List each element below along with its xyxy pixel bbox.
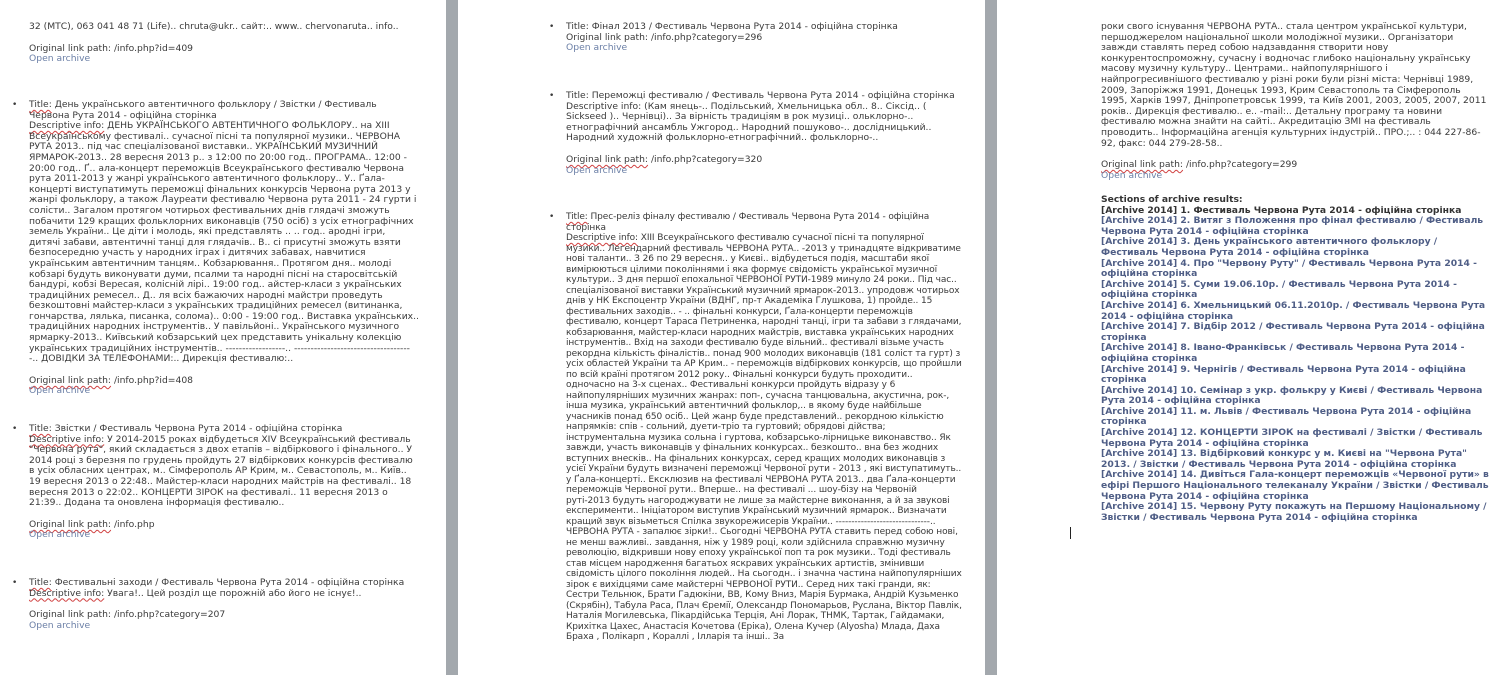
archive-section-link[interactable]: [Archive 2014] 5. Суми 19.06.10р. / Фестиваль Червона Рута 2014 - офіційна сторінка bbox=[1101, 278, 1457, 301]
open-archive-link[interactable]: Open archive bbox=[566, 42, 628, 54]
entry-title: Фестивальні заходи / Фестиваль Червона Рута 2014 - офіційна сторінка bbox=[54, 577, 405, 588]
archive-section-link[interactable]: [Archive 2014] 3. День українського автентичного фольклору / Фестиваль Червона Рута 2014 - офіційна сторінка bbox=[1101, 236, 1438, 258]
title-label: Title: bbox=[29, 577, 52, 588]
result-entry bbox=[12, 577, 419, 631]
archive-section-link[interactable]: [Archive 2014] 8. Івано-Франківськ / Фестиваль Червона Рута 2014 - офіційна сторінка bbox=[1101, 342, 1465, 364]
open-archive-link[interactable]: Open archive bbox=[1101, 169, 1163, 181]
entry-title: Звістки / Фестиваль Червона Рута 2014 - офіційна сторінка bbox=[54, 423, 343, 434]
entry-title: Переможці фестивалю / Фестиваль Червона Рута 2014 - офіційна сторінка bbox=[591, 90, 955, 101]
archive-section-link[interactable]: [Archive 2014] 2. Витяг з Положення про фінал фестивалю / Фестиваль Червона Рута 2014 - офіційна сторінка bbox=[1101, 215, 1484, 237]
link-path-label: Original link path: bbox=[29, 609, 112, 621]
title-label: Title: bbox=[566, 90, 589, 101]
continued-text: 32 (МТС), 063 041 48 71 (Life).. chruta@ukr.. сайт:.. www.. chervonaruta.. info.. bbox=[29, 21, 399, 32]
link-path-label: Original link path: bbox=[566, 153, 649, 165]
archive-section-link[interactable]: [Archive 2014] 10. Семінар з укр. фолькру у Києві / Фестиваль Червона Рута 2014 - офіційна сторінка bbox=[1101, 384, 1483, 407]
sections-heading: Sections of archive results: bbox=[1101, 194, 1243, 205]
continued-text: роки свого існування ЧЕРВОНА РУТА.. стала центром української культури, першоджерелом національної школи молодіжної музики.. Організатори завжди ставлять перед собою надзавдання створити нову конкурентоспроможну, сучасну і водночас глибоко національну українську масову музичну культуру.. Центрами.. найпопулярнішого і найпрогресивнішого фестивалю у різні роки були різні міста: Чернівці 1989, 2009, Запоріжжя 1991, Донецьк 1993, Крим Севастополь та Сімферополь 1995, Харків 1997, Дніпропетровськ 1999, та Київ 2001, 2003, 2005, 2007, 2011 років.. Дирекція фестивалю.. е.. -mail:.. Детальну програму та новини фестивалю можна знайти на сайті.. Акредитацію ЗМІ на фестиваль проводить.. Інформаційна агенція культурних індустрій.. ПРО.;.. : 044 227-86-92, факс: 044 279-28-58.. bbox=[1101, 21, 1487, 149]
document-page-2 bbox=[458, 0, 985, 675]
page-gap bbox=[446, 0, 458, 675]
archive-section-link[interactable]: [Archive 2014] 7. Відбір 2012 / Фестиваль Червона Рута 2014 - офіційна сторінка bbox=[1101, 321, 1485, 343]
bullet-icon: • bbox=[549, 22, 555, 32]
archive-section-link[interactable]: [Archive 2014] 15. Червону Руту покажуть на Першому Національному / Звістки / Фестиваль Червона Рута 2014 - офіційна сторінка bbox=[1101, 501, 1487, 523]
title-label: Title: bbox=[29, 99, 52, 110]
link-path-label: Original link path: bbox=[1101, 159, 1184, 171]
document-page-1 bbox=[0, 0, 446, 675]
continued-entry bbox=[1101, 22, 1489, 181]
link-path-value: /info.php?category=296 bbox=[650, 31, 763, 43]
descriptive-info-label: Descriptive info: bbox=[29, 433, 105, 445]
archive-section-link[interactable]: [Archive 2014] 9. Чернігів / Фестиваль Червона Рута 2014 - офіційна сторінка bbox=[1101, 363, 1466, 386]
open-archive-link[interactable]: Open archive bbox=[29, 529, 91, 541]
result-entry bbox=[549, 212, 962, 643]
link-path-label: Original link path: bbox=[29, 518, 112, 530]
link-path-value: /info.php?category=299 bbox=[1185, 159, 1298, 171]
original-link-path bbox=[566, 155, 956, 166]
bullet-icon: • bbox=[12, 578, 18, 588]
result-entry bbox=[12, 99, 419, 397]
title-label: Title: bbox=[566, 21, 589, 32]
open-archive-link[interactable]: Open archive bbox=[29, 619, 91, 631]
entry-description: (Кам янець-.. Подільський, Хмельницька обл.. 8.. Сіксід.. ( Sickseed ).. Чернівці).. За вірність традиціям в рок музиці.. ольклорно-.. етнографічний ансамбль Ужгород.. Народний пошуково-.. дослідницький.. Народний художній фольклорно-етнографічний.. фольклорно-.. bbox=[566, 100, 932, 144]
link-path-value: /info.php?id=408 bbox=[113, 374, 194, 386]
descriptive-info-label: Descriptive info: bbox=[566, 100, 642, 112]
entry-title: Прес-реліз фіналу фестивалю / Фестиваль Червона Рута 2014 - офіційна сторінка bbox=[566, 212, 930, 233]
page-gap bbox=[985, 0, 997, 675]
bullet-icon: • bbox=[12, 100, 18, 110]
document-page-3 bbox=[997, 0, 1500, 675]
archive-section-link[interactable]: [Archive 2014] 6. Хмельницький 06.11.2010р. / Фестиваль Червона Рута 2014 - офіційна сторінка bbox=[1101, 299, 1486, 322]
entry-description: Увага!.. Цей розділ ще порожній або його не існує!.. bbox=[107, 587, 362, 599]
open-archive-link[interactable]: Open archive bbox=[566, 164, 628, 176]
bullet-icon: • bbox=[12, 424, 18, 434]
link-path-value: /info.php?id=409 bbox=[113, 42, 194, 54]
entry-description: ДЕНЬ УКРАЇНСЬКОГО АВТЕНТИЧНОГО ФОЛЬКЛОРУ.. на XIII Всеукраїнському фестивалі.. сучасної пісні та популярної музики.. ЧЕРВОНА РУТА 2013.. під час спеціалізованої виставки.. УКРАЇНСЬКИЙ МУЗИЧНИЙ ЯРМАРОК-2013.. 28 вересня 2013 р.. з 12:00 по 20:00 год.. ПРОГРАМА.. 12:00 - 20:00 год.. Ґ.. ала-концерт переможців Всеукраїнського фестивалю Червона рута 2011-2013 у жанрі українського автентичного фольклору.. У.. Ґала-концерті виступатимуть переможці фінальних конкурсів Червона рута 2013 у жанрі фольклору, а також Лауреати фестивалю Червона рута 2011 - 24 гурти і солісти.. Загалом протягом чотирьох фестивальних днів глядачі зможуть побачити 129 кращих фольклорних виконавців (750 осіб) з усіх етнографічних земель України.. Це діти і молодь, які представлять .. .. год.. ародні ігри, дитячі забави, автентичні танці для глядачів.. В.. сі присутні зможуть взяти безпосередню участь у народних іграх і дитячих забавах, навчитися українським автентичним танцям.. Кобзарювання.. Протягом дня.. молоді кобзарі будуть виконувати думи, псалми та народні пісні на старосвітській бандурі, кобзі Вересая, колісній лірі.. 19:00 год.. айстер-класи з українських традиційних ремесел.. Д.. ля всіх бажаючих народні майстри проведуть безкоштовні майстер-класи з українських традиційних ремесел (витинанка, гончарства, лялька, писанка, солома).. 0:00 - 19:00 год.. Виставка українських.. традиційних народних інструментів.. У павільйоні.. Українського музичного ярмарку-2013.. Київський кобзарський цех представить унікальну колекцію українських традиційних інструментів.. ------------------.. ------------------------------------.. ДОВІДКИ ЗА ТЕЛЕФОНАМИ:.. Дирекція фестивалю:.. bbox=[29, 120, 419, 365]
entry-description: У 2014-2015 роках відбудеться XIV Всеукраїнський фестиваль "Червона рута", який складається з двох етапів – відбіркового і фінального.. У 2014 році з березня по грудень пройдуть 27 відбіркових конкурсів фестивалю в усіх обласних центрах, м.. Сімферополь АР Крим, м.. Севастополь, м.. Київ.. 19 вересня 2013 о 22:48.. Майстер-класи народних майстрів на фестивалі.. 18 вересня 2013 о 22:02.. КОНЦЕРТИ ЗІРОК на фестивалі.. 11 вересня 2013 о 21:39.. Додана та оновлена інформація фестивалю.. bbox=[29, 433, 413, 509]
archive-section-link[interactable]: [Archive 2014] 14. Дивіться Гала-концерт переможців «Червоної рути» в ефірі Першого Національного телеканалу України / Звістки / Фестиваль Червона Рута 2014 - офіційна сторінка bbox=[1101, 469, 1489, 502]
link-path-label: Original link path: bbox=[566, 31, 649, 43]
archive-section-link[interactable]: [Archive 2014] 1. Фестиваль Червона Рута 2014 - офіційна сторінка bbox=[1101, 204, 1462, 216]
bullet-icon: • bbox=[549, 212, 555, 222]
result-entry bbox=[12, 423, 419, 541]
title-label: Title: bbox=[566, 212, 588, 222]
entry-title: День українського автентичного фольклору / Звістки / Фестиваль Червона Рута 2014 - офіційна сторінка bbox=[29, 99, 377, 121]
archive-section-link[interactable]: [Archive 2014] 12. КОНЦЕРТИ ЗІРОК на фестивалі / Звістки / Фестиваль Червона Рута 2014 - офіційна сторінка bbox=[1101, 427, 1483, 449]
continued-entry bbox=[29, 22, 424, 65]
result-entry bbox=[549, 21, 956, 54]
entry-description: XIII Всеукраїнського фестивалю сучасної пісні та популярної музики.. Легендарний фестиваль ЧЕРВОНА РУТА.. -2013 у тринадцяте відкриватиме нові таланти.. З 26 по 29 вересня.. у Києві.. відбудеться подія, масштаби якої вимірюються цілими поколіннями і яка формує свідомість української музичної культури.. З дня першої епохальної ЧЕРВОНОЇ РУТИ-1989 минуло 24 роки.. Під час.. спеціалізованої виставки Український музичний ярмарок-2013.. упродовж чотирьох днів у НК Експоцентр України (ВДНГ, пр-т Академіка Глушкова, 1) пройде.. 15 фестивальних заходів.. - .. фінальні конкурси, Ґала-концерти переможців фестивалю, концерт Тараса Петриненка, народні танці, ігри та забави з глядачами, кобзарювання, майстер-класи народних майстрів, виставка українських народних інструментів.. Вхід на заходи фестивалю буде вільний.. фестивалі візьме участь рекордна кількість фіналістів.. понад 900 молодих виконавців (181 соліст та гурт) з усіх областей України та АР Крим.. - переможців відбіркових конкурсів, що пройшли по всій країні протягом 2012 року.. Фінальні конкурси будуть проходити.. одночасно на 3-х сценах.. Фестивальні конкурси пройдуть відразу у 6 найпопулярніших музичних жанрах: поп-, сучасна танцювальна, акустична, рок-, інша музика, український автентичний фольклор,.. в якому буде найбільше учасників понад 650 осіб.. Цей жанр буде представлений.. рекордною кількістю напрямків: спів - сольний, дуети-тріо та гуртовий; обрядові дійства; інструментальна музика сольна і гуртова, кобзарсько-лірницьке виконавство.. Як завжди, участь виконавців у фінальних конкурсах.. безкошто.. вна без жодних вступних внесків.. На фінальних конкурсах, серед кращих молодих виконавців з усієї України будуть визначені переможці Червоної рути - 2013 , які виступатимуть.. у Ґала-концерті.. Ексклюзив на фестивалі ЧЕРВОНА РУТА 2013.. два Ґала-концерти переможців Червоної рути.. Вперше.. на фестивалі ... шоу-бізу на Червоній руті-2013 будуть нагороджувати не лише за майстерне виконання, а й за звукові експерименти.. Ініціатором виступив Український музичний ярмарок.. Визначати кращий звук візьметься Спілка звукорежисерів України.. ------------------------------.. ЧЕРВОНА РУТА - запалює зірки!.. Сьогодні ЧЕРВОНА РУТА ставить перед собою нові, не менш важливі.. завдання, ніж у 1989 році, коли здійснила справжню музичну революцію, відкривши нову епоху української поп та рок музики.. Тоді фестиваль став місцем народження багатьох яскравих українських артистів, змінивши свідомість цілого покоління людей.. На сьогодн.. і значна частина найпопулярніших зірок є вихідцями саме майстерні ЧЕРВОНОЇ РУТИ.. Серед них такі гранди, як: Сестри Тельнюк, Брати Гадюкіни, ВВ, Кому Вниз, Марія Бурмака, Андрій Кузьменко (Скрябін), Табула Раса, Плач Єремії, Олександр Пономарьов, Руслана, Віктор Павлік, Наталія Могилевська, Пікардійська Терція, Ані Лорак, ТНМК, Тартак, Гайдамаки, Крихітка Цахес, Анастасія Кочетова (Еріка), Олена Кучер (Alyosha) Млада, Даха Браха , Полікарп , Кораллі , Ілларія та інші.. За bbox=[566, 233, 962, 642]
descriptive-info-label: Descriptive info: bbox=[566, 233, 638, 243]
open-archive-link[interactable]: Open archive bbox=[29, 385, 91, 397]
link-path-value: /info.php?category=320 bbox=[650, 153, 763, 165]
link-path-value: /info.php?category=207 bbox=[113, 609, 226, 621]
entry-title: Фінал 2013 / Фестиваль Червона Рута 2014 - офіційна сторінка bbox=[591, 21, 898, 32]
archive-sections bbox=[1101, 195, 1489, 523]
link-path-value: /info.php bbox=[113, 518, 155, 530]
open-archive-link[interactable]: Open archive bbox=[29, 53, 91, 65]
descriptive-info-label: Descriptive info: bbox=[29, 587, 105, 599]
text-cursor-icon bbox=[1070, 527, 1071, 539]
title-label: Title: bbox=[29, 423, 52, 434]
link-path-label: Original link path: bbox=[29, 374, 112, 386]
archive-section-link[interactable]: [Archive 2014] 4. Про "Червону Руту" / Фестиваль Червона Рута 2014 - офіційна сторінка bbox=[1101, 257, 1477, 280]
bullet-icon: • bbox=[549, 91, 555, 101]
archive-section-link[interactable]: [Archive 2014] 13. Відбірковий конкурс у м. Києві на "Червона Рута" 2013. / Звістки / Фестиваль Червона Рута 2014 - офіційна сторінка bbox=[1101, 448, 1467, 470]
result-entry bbox=[549, 90, 956, 176]
archive-section-link[interactable]: [Archive 2014] 11. м. Львів / Фестиваль Червона Рута 2014 - офіційна сторінка bbox=[1101, 405, 1472, 428]
descriptive-info-label: Descriptive info: bbox=[29, 120, 105, 132]
link-path-label: Original link path: bbox=[29, 42, 112, 54]
